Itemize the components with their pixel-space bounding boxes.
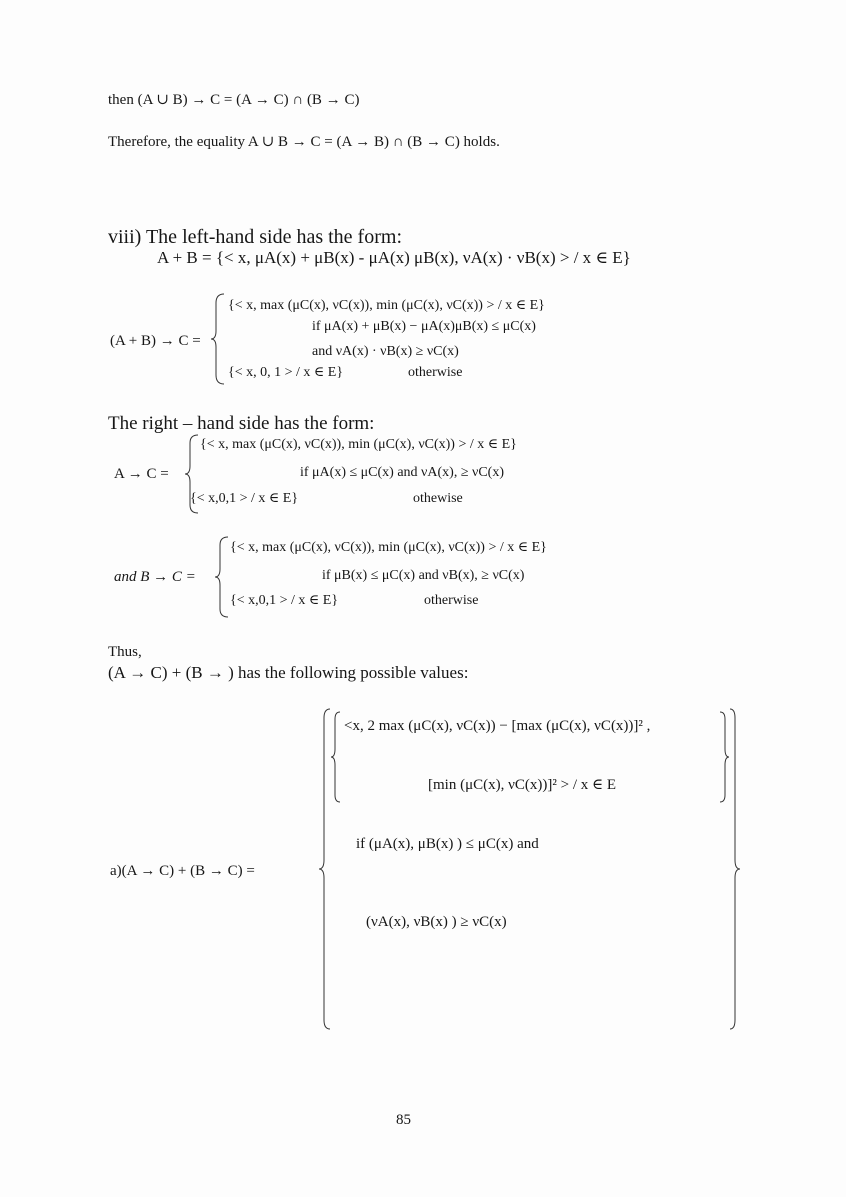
case-value: {< x, max (μC(x), νC(x)), min (μC(x), νC(x)) > / x ∈ E} xyxy=(228,298,545,313)
case-value: <x, 2 max (μC(x), νC(x)) − [max (μC(x), νC(x))]² , xyxy=(344,718,651,734)
case-value: {< x,0,1 > / x ∈ E} xyxy=(190,491,299,506)
right-brace-icon xyxy=(728,708,742,1030)
text-line: (A → C) + (B → ) has the following possible values: xyxy=(108,663,469,682)
case-condition: othewise xyxy=(413,491,463,506)
page-number: 85 xyxy=(396,1112,411,1128)
case-condition: otherwise xyxy=(408,365,463,380)
case-value: {< x, 0, 1 > / x ∈ E} xyxy=(228,365,344,380)
text-line: then (A ∪ B) → C = (A → C) ∩ (B → C) xyxy=(108,92,360,108)
left-brace-icon xyxy=(214,536,230,618)
left-brace-icon xyxy=(210,293,226,385)
section-heading: The right – hand side has the form: xyxy=(108,413,375,434)
case-condition: if (μA(x), μB(x) ) ≤ μC(x) and xyxy=(356,836,539,852)
text-line: Thus, xyxy=(108,644,142,660)
formula-lhs: (A + B) → C = xyxy=(110,333,201,349)
case-condition: and νA(x) · νB(x) ≥ νC(x) xyxy=(312,344,459,359)
section-heading: viii) The left-hand side has the form: xyxy=(108,226,402,248)
case-condition: if μB(x) ≤ μC(x) and νB(x), ≥ νC(x) xyxy=(322,568,525,583)
formula-lhs: and B → C = xyxy=(114,569,196,585)
formula-lhs: a)(A → C) + (B → C) = xyxy=(110,863,255,879)
case-condition: if μA(x) ≤ μC(x) and νA(x), ≥ νC(x) xyxy=(300,465,504,480)
formula-lhs: A → C = xyxy=(114,466,169,482)
formula: A + B = {< x, μA(x) + μB(x) - μA(x) μB(x), νA(x) · νB(x) > / x ∈ E} xyxy=(157,248,631,267)
case-value: {< x, max (μC(x), νC(x)), min (μC(x), νC(x)) > / x ∈ E} xyxy=(200,437,517,452)
left-brace-icon xyxy=(330,711,342,803)
case-condition: otherwise xyxy=(424,593,479,608)
case-value: [min (μC(x), νC(x))]² > / x ∈ E xyxy=(428,777,617,793)
case-value: {< x, max (μC(x), νC(x)), min (μC(x), νC(x)) > / x ∈ E} xyxy=(230,540,547,555)
case-condition: if μA(x) + μB(x) − μA(x)μB(x) ≤ μC(x) xyxy=(312,319,536,334)
case-value: {< x,0,1 > / x ∈ E} xyxy=(230,593,339,608)
case-condition: (νA(x), νB(x) ) ≥ νC(x) xyxy=(366,914,507,930)
text-line: Therefore, the equality A ∪ B → C = (A → B) ∩ (B → C) holds. xyxy=(108,134,500,150)
